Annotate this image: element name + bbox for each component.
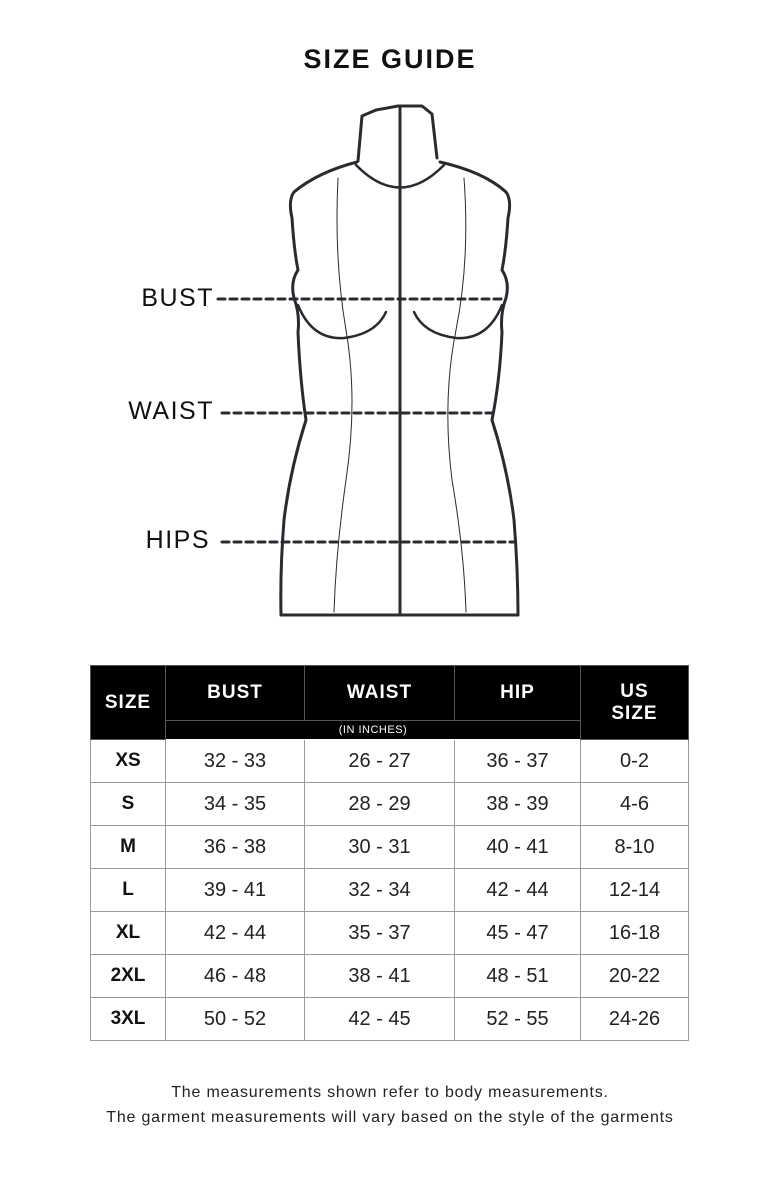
bust-cell: 42 - 44: [166, 912, 305, 955]
header-us-line2: SIZE: [611, 702, 658, 724]
size-cell: XL: [91, 912, 166, 955]
bust-cell: 50 - 52: [166, 998, 305, 1041]
waist-cell: 32 - 34: [305, 869, 455, 912]
us-size-cell: 12-14: [581, 869, 689, 912]
size-cell: L: [91, 869, 166, 912]
header-waist: WAIST: [305, 666, 455, 721]
hip-cell: 52 - 55: [455, 998, 581, 1041]
header-us-line1: US: [620, 680, 649, 702]
header-us-size: [581, 666, 689, 740]
unit-note: (IN INCHES): [166, 721, 581, 740]
us-size-cell: 0-2: [581, 740, 689, 783]
hip-cell: 40 - 41: [455, 826, 581, 869]
bust-label: BUST: [141, 284, 214, 312]
hip-cell: 42 - 44: [455, 869, 581, 912]
bust-cell: 46 - 48: [166, 955, 305, 998]
waist-cell: 26 - 27: [305, 740, 455, 783]
measurement-note-2: The garment measurements will vary based on the style of the garments: [106, 1109, 674, 1126]
size-cell: S: [91, 783, 166, 826]
hips-label: HIPS: [145, 526, 210, 554]
table-row: [91, 826, 689, 869]
waist-label: WAIST: [128, 397, 214, 425]
us-size-cell: 16-18: [581, 912, 689, 955]
bust-cell: 32 - 33: [166, 740, 305, 783]
header-bust: BUST: [166, 666, 305, 721]
hip-cell: 36 - 37: [455, 740, 581, 783]
measurement-note-1: The measurements shown refer to body measurements.: [171, 1084, 609, 1101]
waist-cell: 42 - 45: [305, 998, 455, 1041]
bust-cell: 34 - 35: [166, 783, 305, 826]
table-row: [91, 998, 689, 1041]
page-title: SIZE GUIDE: [303, 44, 477, 74]
waist-cell: 38 - 41: [305, 955, 455, 998]
us-size-cell: 20-22: [581, 955, 689, 998]
us-size-cell: 8-10: [581, 826, 689, 869]
table-row: [91, 869, 689, 912]
header-hip: HIP: [455, 666, 581, 721]
waist-cell: 30 - 31: [305, 826, 455, 869]
size-cell: M: [91, 826, 166, 869]
table-row: [91, 783, 689, 826]
us-size-cell: 4-6: [581, 783, 689, 826]
us-size-cell: 24-26: [581, 998, 689, 1041]
waist-cell: 35 - 37: [305, 912, 455, 955]
header-size: SIZE: [91, 666, 166, 740]
measurement-figure: [0, 100, 780, 630]
waist-cell: 28 - 29: [305, 783, 455, 826]
size-cell: XS: [91, 740, 166, 783]
size-table-body: [91, 740, 689, 1041]
size-table: [90, 665, 689, 1041]
table-row: [91, 912, 689, 955]
bust-cell: 36 - 38: [166, 826, 305, 869]
bust-cell: 39 - 41: [166, 869, 305, 912]
table-row: [91, 740, 689, 783]
hip-cell: 38 - 39: [455, 783, 581, 826]
size-cell: 3XL: [91, 998, 166, 1041]
hip-cell: 48 - 51: [455, 955, 581, 998]
table-row: [91, 955, 689, 998]
hip-cell: 45 - 47: [455, 912, 581, 955]
size-cell: 2XL: [91, 955, 166, 998]
